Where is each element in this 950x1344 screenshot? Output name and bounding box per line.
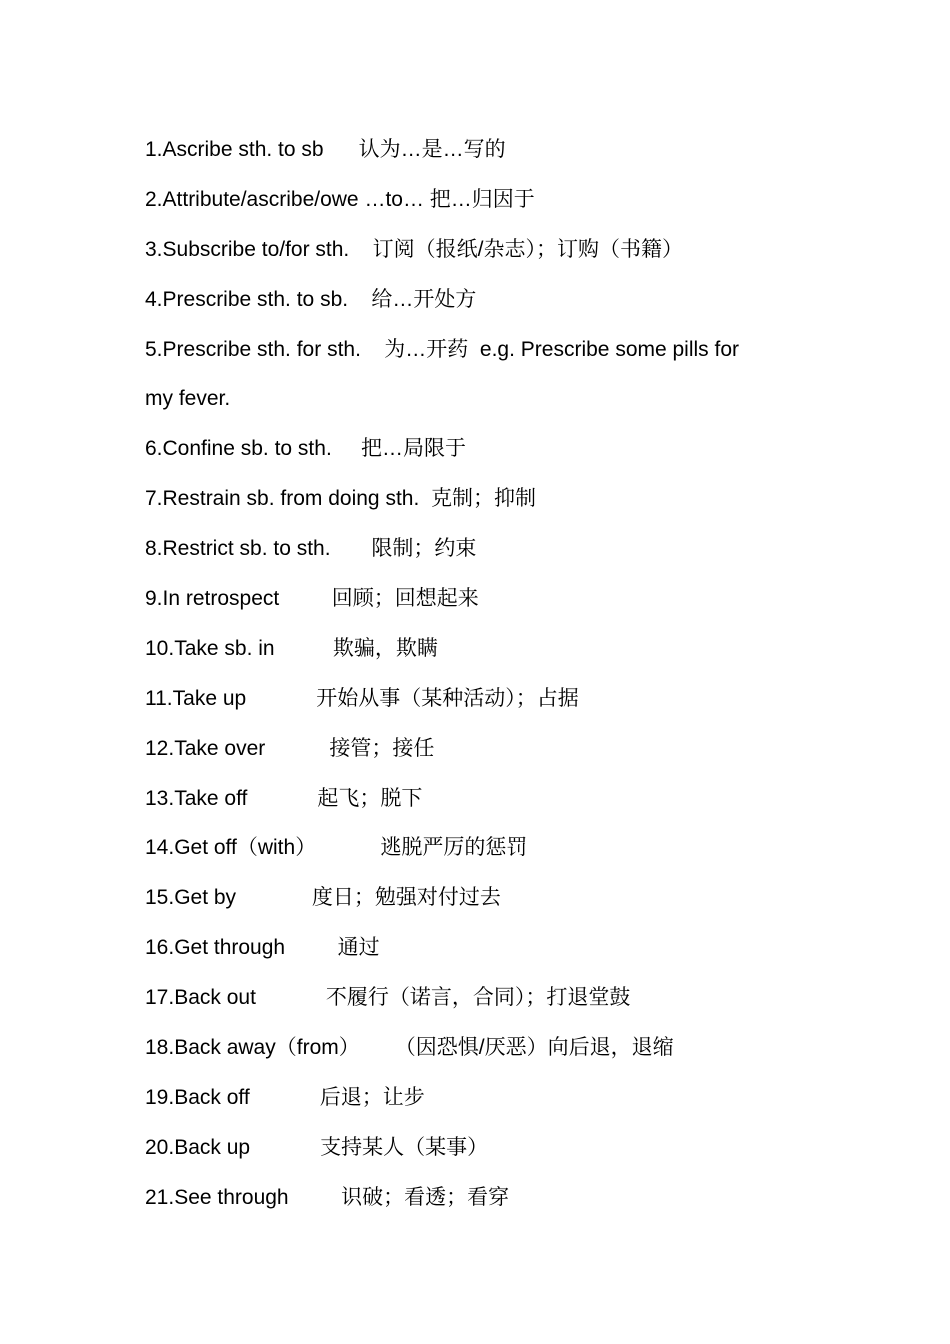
vocabulary-list — [145, 125, 815, 1223]
list-item: 1.Ascribe sth. to sb 认为…是…写的 — [145, 138, 506, 161]
list-item: 21.See through 识破；看透；看穿 — [145, 1185, 510, 1209]
list-item: 9.In retrospect 回顾；回想起来 — [145, 587, 479, 611]
list-item: 7.Restrain sb. from doing sth. 克制；抑制 — [145, 487, 536, 511]
list-item: 11.Take up 开始从事（某种活动）；占据 — [145, 686, 579, 710]
list-item: 13.Take off 起飞；脱下 — [145, 786, 423, 810]
list-item: 12.Take over 接管；接任 — [145, 736, 435, 760]
list-item: 16.Get through 通过 — [145, 936, 380, 960]
list-item: 17.Back out 不履行（诺言，合同）；打退堂鼓 — [145, 986, 631, 1010]
list-item: 5.Prescribe sth. for sth. 为…开药 e.g. Prescribe some pills for — [145, 337, 740, 361]
list-item: 19.Back off 后退；让步 — [145, 1085, 425, 1109]
list-item-continuation: my fever. — [145, 387, 231, 411]
list-item: 6.Confine sb. to sth. 把…局限于 — [145, 437, 466, 461]
list-item: 10.Take sb. in 欺骗，欺瞒 — [145, 636, 438, 660]
list-item: 18.Back away（from） （因恐惧/厌恶）向后退，退缩 — [145, 1036, 674, 1060]
list-item: 2.Attribute/ascribe/owe …to… 把…归因于 — [145, 187, 535, 211]
list-item: 4.Prescribe sth. to sb. 给…开处方 — [145, 287, 477, 311]
list-item: 3.Subscribe to/for sth. 订阅（报纸/杂志）；订购（书籍） — [145, 237, 683, 261]
list-item: 20.Back up 支持某人（某事） — [145, 1135, 489, 1159]
list-item: 8.Restrict sb. to sth. 限制；约束 — [145, 537, 477, 561]
list-item: 14.Get off（with） 逃脱严厉的惩罚 — [145, 836, 528, 860]
list-item: 15.Get by 度日；勉强对付过去 — [145, 886, 501, 910]
